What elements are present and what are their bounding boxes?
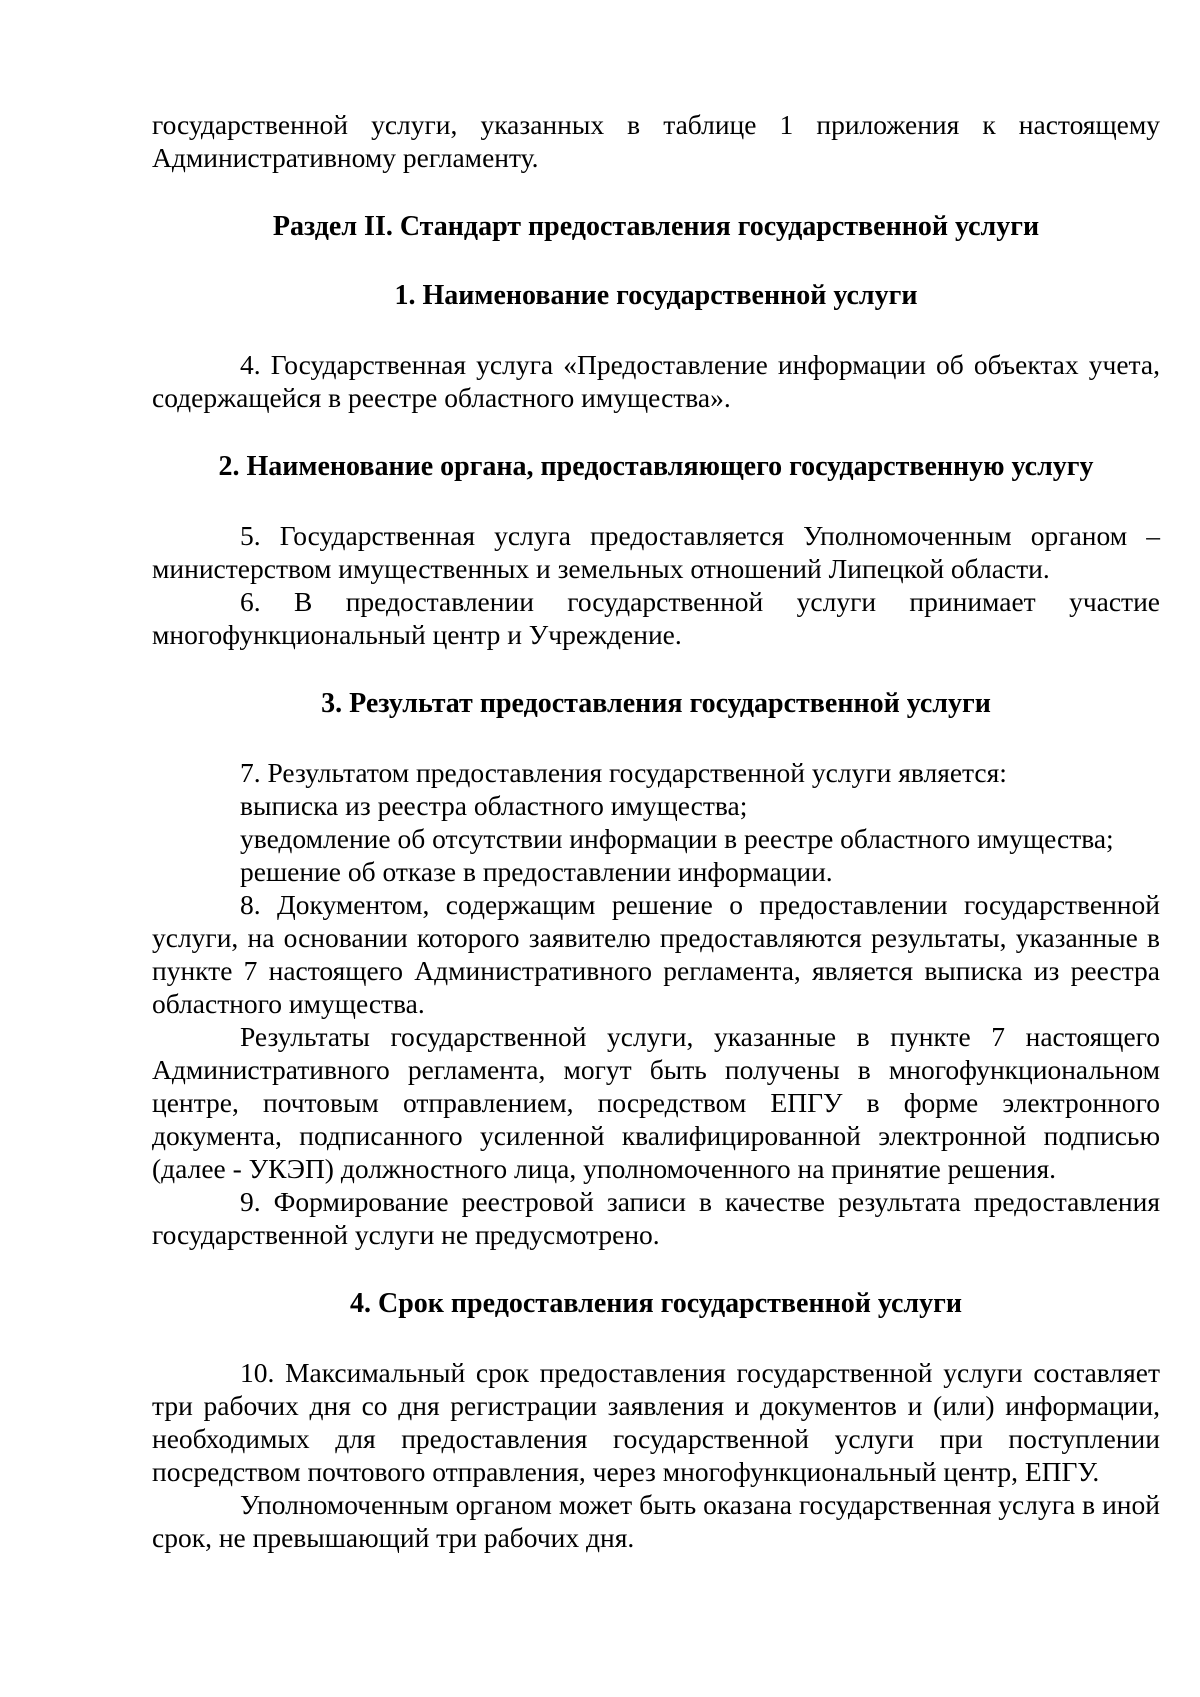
heading-4: 4. Срок предоставления государственной услуги xyxy=(350,1288,962,1319)
paragraph-10: 10. Максимальный срок предоставления государственной услуги составляет три рабочих дня со дня регистрации заявления и документов и (или) информации, необходимых для предоставления государственной услуги при поступлении посредством почтового отправления, через многофункциональный центр, ЕПГУ. xyxy=(152,1357,1160,1487)
list-item: уведомление об отсутствии информации в реестре областного имущества; xyxy=(240,823,1114,854)
paragraph-7: 7. Результатом предоставления государственной услуги является: xyxy=(240,757,1007,788)
paragraph-10-other-term: Уполномоченным органом может быть оказана государственная услуга в иной срок, не превышающий три рабочих дня. xyxy=(152,1489,1160,1553)
intro-paragraph: государственной услуги, указанных в таблице 1 приложения к настоящему Административному регламенту. xyxy=(152,109,1160,173)
heading-1: 1. Наименование государственной услуги xyxy=(394,280,918,311)
list-item: решение об отказе в предоставлении информации. xyxy=(240,856,833,887)
paragraph-5: 5. Государственная услуга предоставляется Уполномоченным органом – министерством имущественных и земельных отношений Липецкой области. xyxy=(152,520,1160,584)
paragraph-4: 4. Государственная услуга «Предоставление информации об объектах учета, содержащейся в реестре областного имущества». xyxy=(152,349,1160,413)
heading-2: 2. Наименование органа, предоставляющего государственную услугу xyxy=(218,451,1094,482)
paragraph-6: 6. В предоставлении государственной услуги принимает участие многофункциональный центр и Учреждение. xyxy=(152,586,1160,650)
section-title: Раздел II. Стандарт предоставления государственной услуги xyxy=(272,211,1040,242)
list-item: выписка из реестра областного имущества; xyxy=(240,790,748,821)
document-page xyxy=(152,108,1160,1554)
heading-3: 3. Результат предоставления государственной услуги xyxy=(321,688,991,719)
paragraph-8: 8. Документом, содержащим решение о предоставлении государственной услуги, на основании которого заявителю предоставляются результаты, указанные в пункте 7 настоящего Административного регламента, является выписка из реестра областного имущества. xyxy=(152,889,1160,1019)
paragraph-8-results: Результаты государственной услуги, указанные в пункте 7 настоящего Административного регламента, могут быть получены в многофункциональном центре, почтовым отправлением, посредством ЕПГУ в форме электронного документа, подписанного усиленной квалифицированной электронной подписью (далее - УКЭП) должностного лица, уполномоченного на принятие решения. xyxy=(152,1021,1160,1184)
paragraph-9: 9. Формирование реестровой записи в качестве результата предоставления государственной услуги не предусмотрено. xyxy=(152,1186,1160,1250)
